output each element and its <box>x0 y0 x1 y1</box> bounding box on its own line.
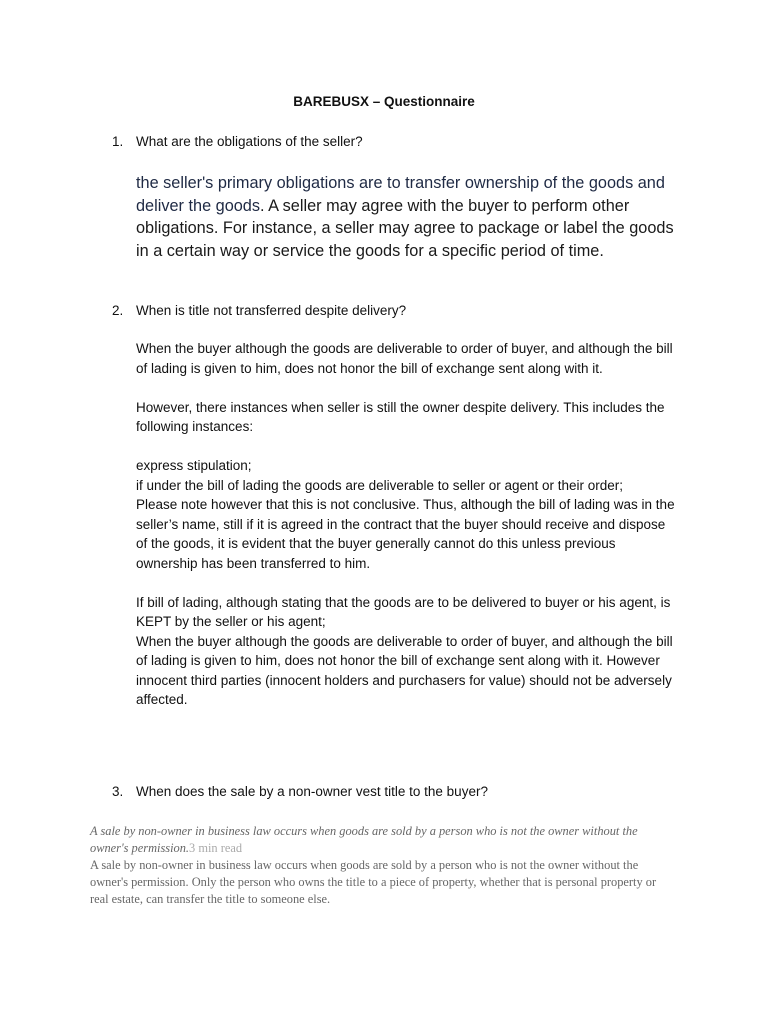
question-3 <box>112 783 672 801</box>
question-number: 1. <box>112 134 124 149</box>
question-number: 2. <box>112 303 124 318</box>
answer-2-item-kept: If bill of lading, although stating that the goods are to be delivered to buyer or his agent, is KEPT by the seller or his agent; <box>136 594 671 629</box>
question-text: When does the sale by a non-owner vest title to the buyer? <box>136 784 488 799</box>
answer-3 <box>90 823 670 908</box>
answer-1-highlight: the seller's primary obligations are to transfer ownership of the goods and deliver the goods <box>136 174 665 215</box>
answer-2-paragraph-2: However, there instances when seller is still the owner despite delivery. This includes the following instances: <box>136 399 665 434</box>
answer-2-note: Please note however that this is not conclusive. Thus, although the bill of lading was in the seller’s name, still if it is agreed in the contract that the buyer should receive and dispose of the goods, it is evident that the buyer generally cannot do this unless previous ownership has been transferred to him. <box>136 497 675 571</box>
answer-2-item-express: express stipulation; <box>136 458 252 473</box>
answer-3-snippet: A sale by non-owner in business law occurs when goods are sold by a person who is not the owner without the owner's permission.3 min read <box>90 824 638 855</box>
answer-2 <box>136 339 676 710</box>
answer-1 <box>136 172 676 262</box>
answer-2-item-bill-of-lading: if under the bill of lading the goods are deliverable to seller or agent or their order; <box>136 477 624 493</box>
document-title: BAREBUSX – Questionnaire <box>293 94 475 109</box>
read-time: 3 min read <box>189 841 243 855</box>
question-2 <box>112 302 672 320</box>
answer-3-text: A sale by non-owner in business law occurs when goods are sold by a person who is not the owner without the owner's permission. Only the person who owns the title to a piece of property, whether that is personal property or real estate, can transfer the title to someone else. <box>90 858 657 906</box>
answer-2-paragraph-1: When the buyer although the goods are deliverable to order of buyer, and although the bill of lading is given to him, does not honor the bill of exchange sent along with it. <box>136 341 673 376</box>
answer-1-rest: . A seller may agree with the buyer to perform other obligations. For instance, a seller may agree to package or label the goods in a certain way or service the goods for a specific period of time. <box>136 196 674 260</box>
question-number: 3. <box>112 784 124 799</box>
question-text: What are the obligations of the seller? <box>136 134 363 149</box>
answer-2-item-dishonor: When the buyer although the goods are deliverable to order of buyer, and although the bill of lading is given to him, does not honor the bill of exchange sent along with it. However innocent third parties (innocent holders and purchasers for value) should not be adversely affected. <box>136 633 673 707</box>
question-text: When is title not transferred despite delivery? <box>136 303 407 318</box>
question-1 <box>112 133 672 151</box>
